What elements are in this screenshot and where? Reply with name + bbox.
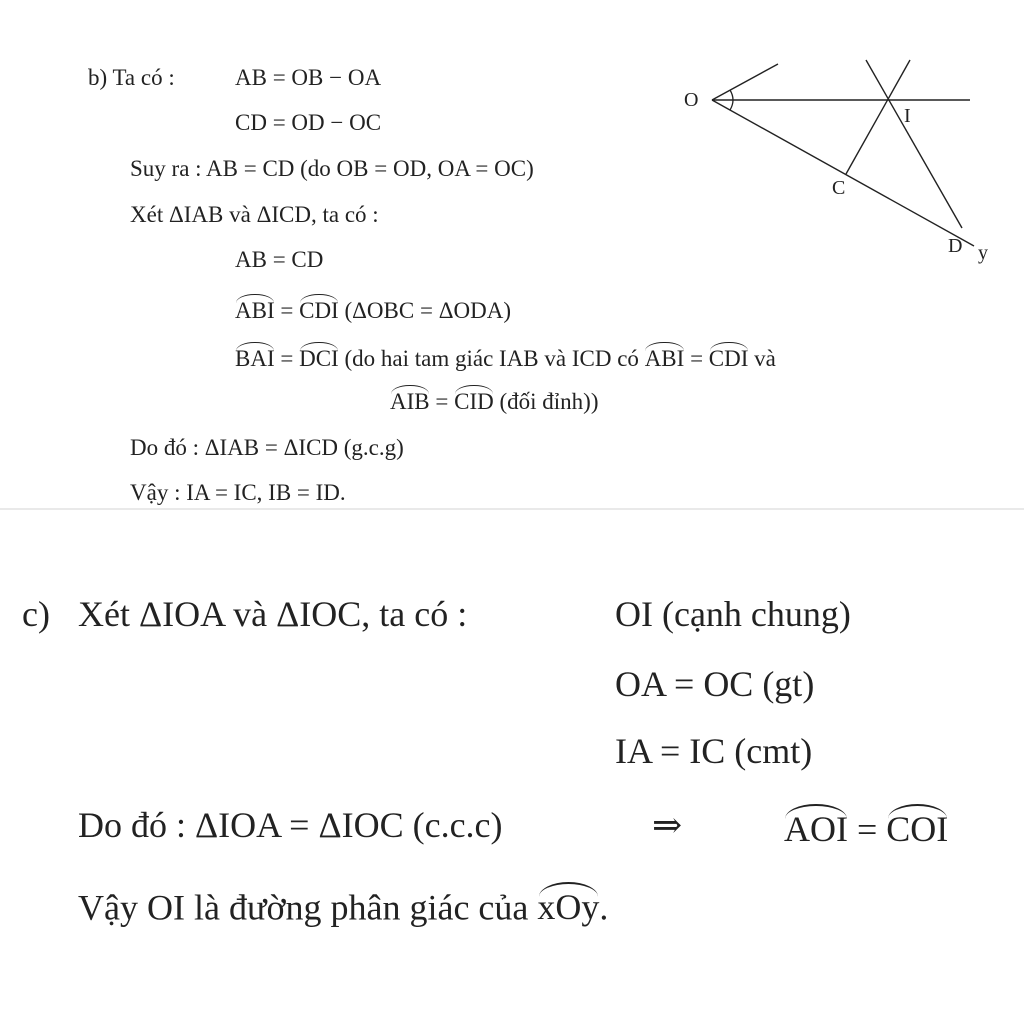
- period: .: [599, 887, 609, 928]
- part-b-line-4: Xét ΔIAB và ΔICD, ta có :: [130, 202, 379, 227]
- label-o: O: [684, 89, 699, 111]
- angle-abi: ABI: [644, 345, 685, 371]
- part-b-line-1-expr: AB = OB − OA: [235, 65, 382, 90]
- angle-aoi: AOI: [784, 807, 848, 847]
- geometry-figure: [670, 56, 990, 270]
- part-c-line-2-expr: OA = OC (gt): [615, 664, 815, 704]
- and-word: và: [754, 345, 776, 371]
- conclusion-text: Vậy OI là đường phân giác của: [78, 887, 529, 928]
- label-d: D: [948, 235, 963, 257]
- part-b-line-3: Suy ra : AB = CD (do OB = OD, OA = OC): [130, 156, 534, 181]
- part-b-line-1-label: b) Ta có :: [88, 65, 175, 90]
- part-c-line-1-label: c): [22, 594, 50, 634]
- angle-abi: ABI: [235, 297, 275, 323]
- equals-sign: =: [847, 809, 887, 850]
- part-c-line-1-text: Xét ΔIOA và ΔIOC, ta có :: [78, 594, 468, 634]
- reason-note: (đối đỉnh)): [499, 388, 599, 414]
- part-c-panel: [0, 510, 1024, 1020]
- angle-cid: CID: [454, 388, 494, 414]
- angle-dci: DCI: [299, 345, 339, 371]
- angle-cdi: CDI: [299, 297, 339, 323]
- reason-note: (do hai tam giác IAB và ICD có: [344, 345, 639, 371]
- label-c: C: [832, 177, 846, 199]
- angle-bai: BAI: [235, 345, 275, 371]
- equals-sign: =: [274, 297, 300, 323]
- equals-sign: =: [684, 345, 709, 371]
- line-cb: [846, 60, 910, 174]
- label-i: I: [904, 105, 911, 127]
- part-c-line-4-angles: [784, 807, 949, 850]
- ray-oy: [712, 100, 974, 246]
- angle-cdi: CDI: [708, 345, 749, 371]
- angle-xoy: xOy: [537, 885, 599, 925]
- line-da: [866, 60, 962, 228]
- part-b-line-2-expr: CD = OD − OC: [235, 110, 382, 135]
- angle-aib: AIB: [390, 388, 430, 414]
- ray-ox: [712, 64, 778, 100]
- equals-sign: =: [274, 345, 300, 371]
- part-b-line-8: [390, 387, 599, 413]
- part-b-line-9: Do đó : ΔIAB = ΔICD (g.c.g): [130, 435, 404, 460]
- label-y: y: [978, 242, 988, 264]
- part-b-line-7: [235, 344, 776, 370]
- part-b-panel: [0, 0, 1024, 508]
- angle-coi: COI: [886, 807, 948, 847]
- part-b-line-10: Vậy : IA = IC, IB = ID.: [130, 480, 346, 505]
- part-c-line-5: [78, 885, 609, 928]
- part-c-line-3-expr: IA = IC (cmt): [615, 731, 813, 771]
- reason-note: (ΔOBC = ΔODA): [344, 297, 511, 323]
- equals-sign: =: [429, 388, 455, 414]
- part-b-line-5: AB = CD: [235, 247, 324, 272]
- implies-arrow: ⇒: [652, 805, 683, 845]
- part-b-line-6: [235, 296, 511, 322]
- part-c-line-1-expr: OI (cạnh chung): [615, 594, 851, 634]
- part-c-line-4-text: Do đó : ΔIOA = ΔIOC (c.c.c): [78, 805, 503, 845]
